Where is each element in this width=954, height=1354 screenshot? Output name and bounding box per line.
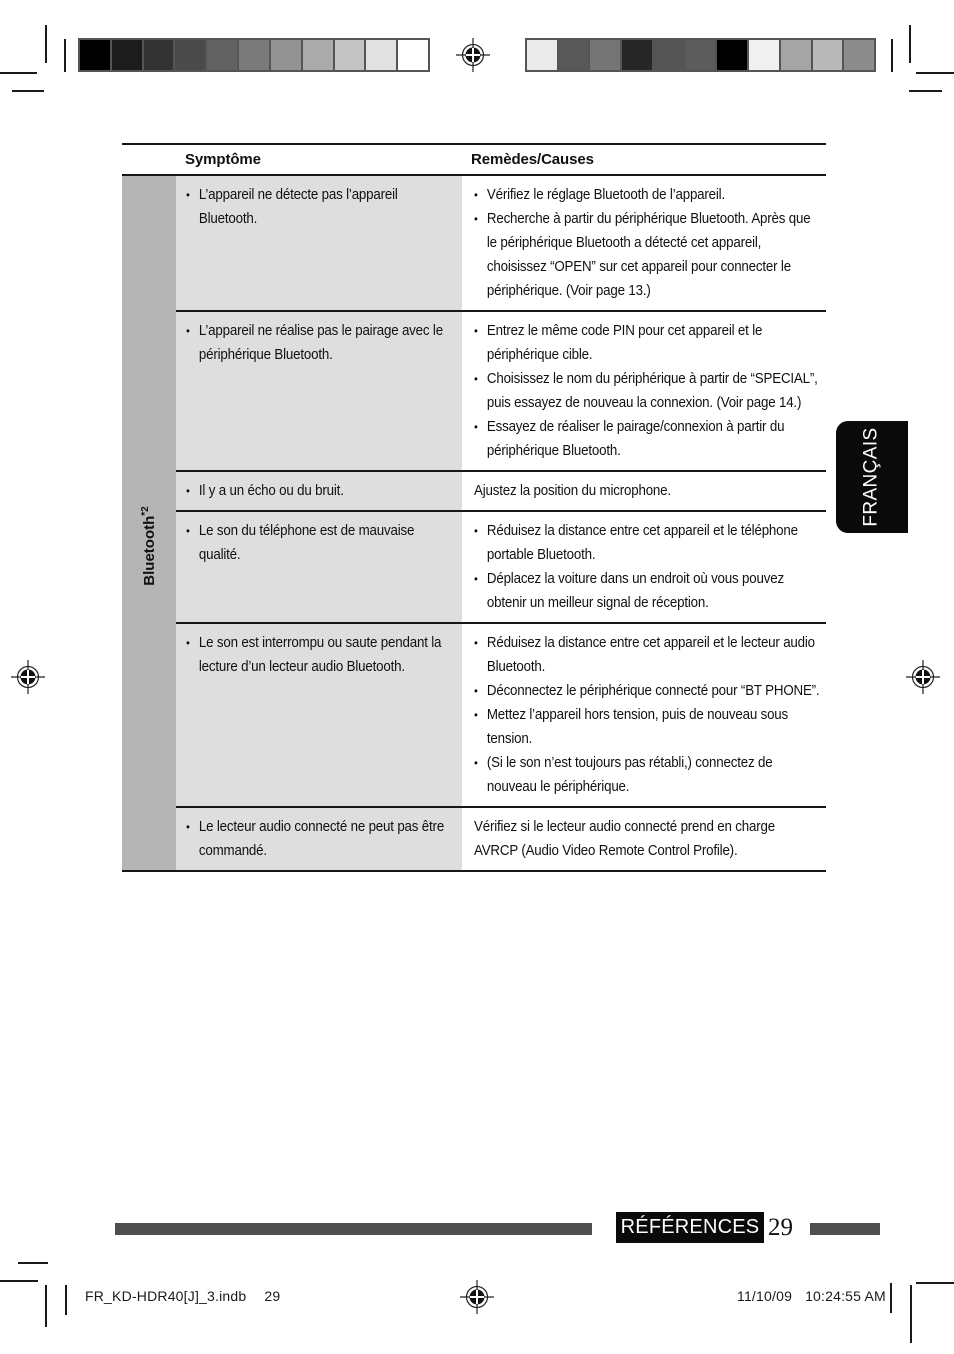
calibration-swatch [813,40,843,70]
registration-mark-icon [905,659,941,695]
crop-mark [0,1280,38,1282]
table-row [122,310,826,470]
language-tab-label: FRANÇAIS [861,427,882,527]
calibration-swatch [207,40,237,70]
bullet-glyph: • [474,708,478,722]
list-item [186,319,454,367]
row-group-band [122,176,176,310]
list-item [474,183,820,207]
symptom-cell [176,622,462,806]
bullet-glyph: • [186,524,190,538]
crop-mark [891,39,893,72]
table-header [122,143,826,176]
imprint-time: 10:24:55 AM [805,1288,886,1304]
remedy-cell [462,470,826,510]
imprint-date: 11/10/09 [737,1288,793,1304]
calibration-swatch [717,40,747,70]
footer-rule-left [115,1223,592,1235]
crop-mark [909,90,942,92]
remedy-cell [462,310,826,470]
item-text: L’appareil ne détecte pas l’appareil Bluetooth. [198,187,398,227]
list-item [474,367,820,415]
imprint-right [737,1288,886,1304]
item-text: Ajustez la position du microphone. [474,483,671,499]
list-item [474,319,820,367]
registration-mark-icon [10,659,46,695]
table-row [122,622,826,806]
list-item [474,479,820,503]
bullet-glyph: • [186,636,190,650]
calibration-swatch [654,40,684,70]
calibration-swatch [303,40,333,70]
item-text: Mettez l’appareil hors tension, puis de nouveau sous tension. [486,707,789,747]
calibration-swatch [366,40,396,70]
list-item [186,631,454,679]
remedy-cell [462,806,826,870]
crop-mark [890,1283,892,1313]
item-text: Choisissez le nom du périphérique à partir de “SPECIAL”, puis essayez de nouveau la connexion. (Voir page 14.) [486,371,818,411]
bullet-glyph: • [474,636,478,650]
list-item [474,519,820,567]
bullet-glyph: • [474,524,478,538]
calibration-swatch [749,40,779,70]
item-text: Le son du téléphone est de mauvaise qualité. [198,523,415,563]
bullet-glyph: • [474,324,478,338]
registration-mark-icon [459,1279,495,1315]
calibration-swatch [239,40,269,70]
remedy-cell [462,510,826,622]
list-item [186,815,454,863]
symptom-cell [176,806,462,870]
item-text: Réduisez la distance entre cet appareil et le téléphone portable Bluetooth. [486,523,798,563]
list-item [186,479,454,503]
bullet-glyph: • [186,820,190,834]
item-text: Recherche à partir du périphérique Bluetooth. Après que le périphérique Bluetooth a détecté cet appareil, choisissez “OPEN” sur cet appareil pour connecter le périphérique. (Voir page 13.) [486,211,811,299]
troubleshooting-table [122,143,826,872]
footer-page-number: 29 [768,1214,793,1241]
row-group-label [140,506,158,585]
row-group-band [122,806,176,870]
row-group-band [122,470,176,510]
row-group-band [122,310,176,470]
item-text: Vérifiez si le lecteur audio connecté prend en charge AVRCP (Audio Video Remote Control Profile). [474,819,775,859]
item-text: Déplacez la voiture dans un endroit où vous pouvez obtenir un meilleur signal de réception. [486,571,784,611]
crop-mark [12,90,44,92]
symptom-cell [176,510,462,622]
list-item [474,631,820,679]
table-row [122,176,826,310]
registration-mark-icon [455,37,491,73]
calibration-swatch [590,40,620,70]
calibration-bar-right [525,38,876,72]
row-group-band [122,622,176,806]
imprint-left [85,1288,280,1304]
list-item [474,415,820,463]
item-text: L’appareil ne réalise pas le pairage avec le périphérique Bluetooth. [198,323,443,363]
footer-section-label: RÉFÉRENCES [620,1216,760,1238]
list-item [474,815,820,863]
table-row [122,470,826,510]
calibration-swatch [781,40,811,70]
item-text: Réduisez la distance entre cet appareil et le lecteur audio Bluetooth. [486,635,815,675]
calibration-swatch [112,40,142,70]
list-item [474,207,820,303]
calibration-swatch [175,40,205,70]
calibration-swatch [80,40,110,70]
crop-mark [18,1262,48,1264]
list-item [186,519,454,567]
item-text: Vérifiez le réglage Bluetooth de l’appareil. [486,187,726,203]
list-item [186,183,454,231]
remedy-cell [462,622,826,806]
calibration-swatch [686,40,716,70]
item-text: Entrez le même code PIN pour cet appareil et le périphérique cible. [486,323,763,363]
bullet-glyph: • [474,420,478,434]
bullet-glyph: • [186,484,190,498]
bullet-glyph: • [186,324,190,338]
list-item [474,751,820,799]
symptom-cell [176,176,462,310]
table-row [122,806,826,870]
calibration-swatch [622,40,652,70]
bullet-glyph: • [186,188,190,202]
crop-mark [45,25,47,63]
remedy-cell [462,176,826,310]
list-item [474,679,820,703]
item-text: Il y a un écho ou du bruit. [198,483,344,499]
row-group-label-superscript: *2 [140,506,151,516]
imprint-page-number: 29 [264,1288,281,1304]
crop-mark [909,25,911,63]
bullet-glyph: • [474,188,478,202]
footer-section-badge [616,1212,764,1243]
footer-rule-right [810,1223,880,1235]
crop-mark [0,72,37,74]
crop-mark [916,72,954,74]
bullet-glyph: • [474,572,478,586]
crop-mark [64,39,66,72]
crop-mark [65,1285,67,1315]
list-item [474,703,820,751]
list-item [474,567,820,615]
crop-mark [916,1282,954,1284]
calibration-bar-left [78,38,430,72]
calibration-swatch [335,40,365,70]
imprint-filename: FR_KD-HDR40[J]_3.indb [85,1288,247,1304]
table-row [122,510,826,622]
crop-mark [910,1285,912,1343]
symptom-cell [176,310,462,470]
row-group-label-text: Bluetooth [141,515,158,586]
calibration-swatch [844,40,874,70]
item-text: (Si le son n’est toujours pas rétabli,) connectez de nouveau le périphérique. [486,755,773,795]
calibration-swatch [144,40,174,70]
item-text: Le lecteur audio connecté ne peut pas être commandé. [198,819,445,859]
item-text: Déconnectez le périphérique connecté pour “BT PHONE”. [486,683,820,699]
bullet-glyph: • [474,756,478,770]
crop-mark [45,1285,47,1327]
calibration-swatch [398,40,428,70]
calibration-swatch [271,40,301,70]
table-body [122,176,826,870]
symptom-cell [176,470,462,510]
item-text: Le son est interrompu ou saute pendant la lecture d’un lecteur audio Bluetooth. [198,635,442,675]
item-text: Essayez de réaliser le pairage/connexion à partir du périphérique Bluetooth. [486,419,785,459]
symptom-column-header: Symptôme [185,151,261,168]
language-tab [836,421,908,533]
calibration-swatch [527,40,557,70]
bullet-glyph: • [474,372,478,386]
bullet-glyph: • [474,212,478,226]
remedies-column-header: Remèdes/Causes [471,151,594,168]
bullet-glyph: • [474,684,478,698]
calibration-swatch [559,40,589,70]
